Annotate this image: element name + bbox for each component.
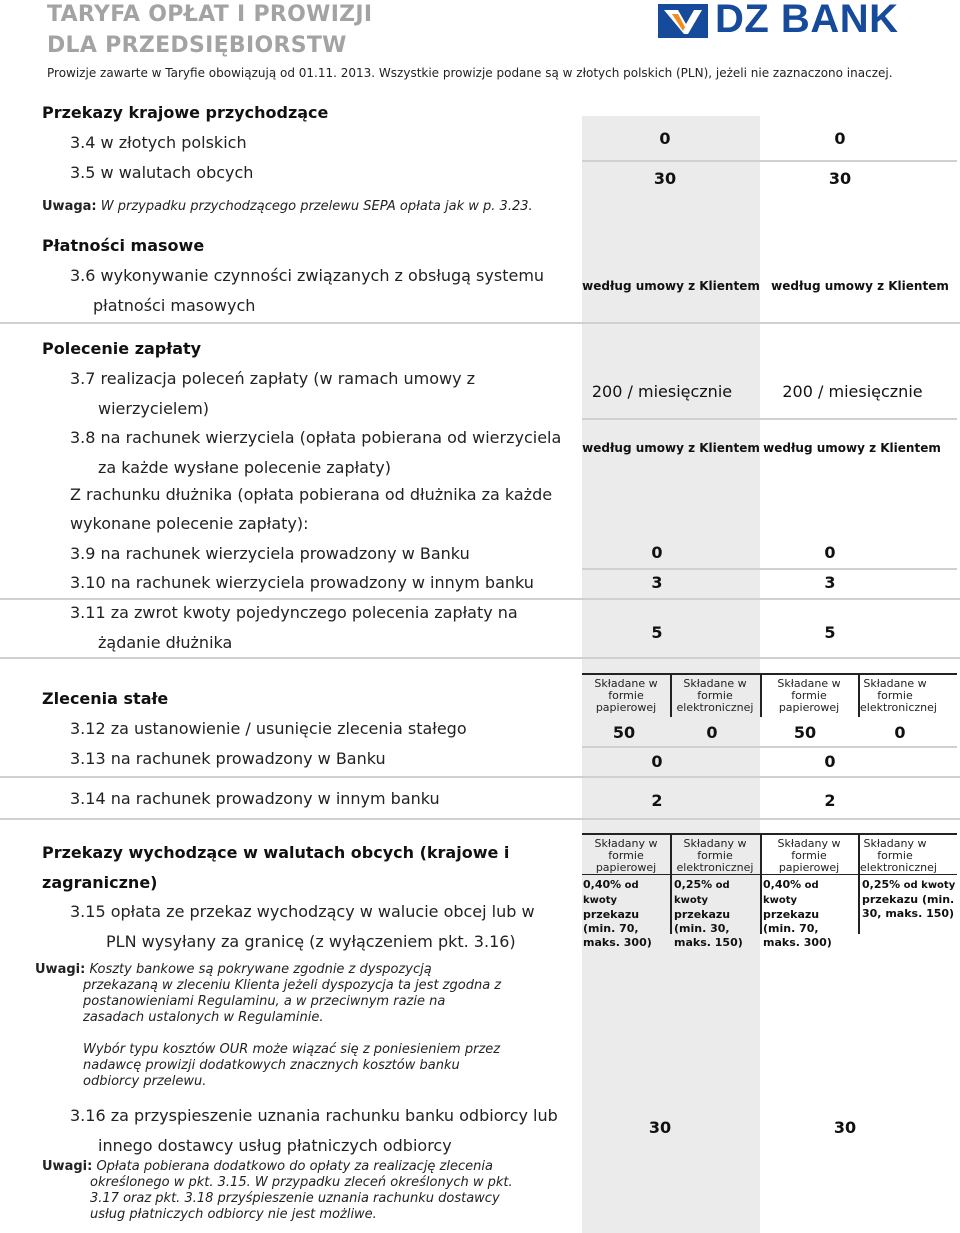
row-3-10-label: 3.10 na rachunek wierzyciela prowadzony w innym banku	[70, 573, 534, 592]
row-3-9-value-b: 0	[824, 543, 836, 562]
header-paper-1: Składane w formie papierowej	[594, 677, 658, 714]
note-our: Wybór typu kosztów OUR może wiązać się z poniesieniem przez nadawcę prowizji dodatkowych znacznych kosztów banku odbiorcy przelewu.	[83, 1042, 501, 1089]
row-3-6-label-line1: 3.6 wykonywanie czynności związanych z obsługą systemu	[70, 266, 545, 285]
section-heading-wychodzace-line1: Przekazy wychodzące w walutach obcych (krajowe i	[42, 843, 510, 862]
note-przyspieszenie: Uwagi: Opłata pobierana dodatkowo do opłaty za realizację zlecenia określonego w pkt. 3.15. W przypadku zleceń określonych w pkt. 3.17 oraz pkt. 3.18 przyśpieszenie uznania rachunku dostawcy usług płatniczych odbiorcy nie jest możliwe.	[42, 1159, 513, 1222]
row-3-11-value-a: 5	[651, 623, 663, 642]
row-3-4-value-a: 0	[659, 129, 671, 148]
note-sepa: Uwaga: W przypadku przychodzącego przelewu SEPA opłata jak w p. 3.23.	[42, 199, 533, 214]
row-3-8-value-a: według umowy z Klientem	[582, 441, 760, 455]
section-heading-przychodzace: Przekazy krajowe przychodzące	[42, 103, 329, 122]
row-3-8-value-b: według umowy z Klientem	[763, 441, 941, 455]
table-header-rule	[582, 874, 957, 875]
fee-cell-electronic-2: 0,25% od kwoty przekazu (min. 30, maks. 150)	[862, 878, 956, 920]
row-3-5-label: 3.5 w walutach obcych	[70, 163, 254, 182]
section-heading-zlecenia: Zlecenia stałe	[42, 689, 169, 708]
row-3-7-value-b: 200 / miesięcznie	[782, 382, 923, 401]
section-heading-polecenie: Polecenie zapłaty	[42, 339, 202, 358]
row-3-12-value-1: 50	[612, 723, 636, 742]
row-3-8-label-line2: za każde wysłane polecenie zapłaty)	[98, 458, 391, 477]
dluznik-text-line2: wykonane polecenie zapłaty):	[70, 514, 309, 533]
header-electronic-2: Składany w formie elektronicznej	[860, 837, 937, 874]
section-heading-wychodzace-line2: zagraniczne)	[42, 873, 158, 892]
row-3-6-value-b: według umowy z Klientem	[771, 279, 949, 293]
row-3-16-label-line1: 3.16 za przyspieszenie uznania rachunku banku odbiorcy lub	[70, 1106, 558, 1125]
divider	[0, 818, 960, 820]
page-title-line1: TARYFA OPŁAT I PROWIZJI	[47, 2, 373, 27]
header-electronic-2: Składane w formie elektronicznej	[860, 677, 937, 714]
row-3-12-value-3: 50	[793, 723, 817, 742]
row-3-4-value-b: 0	[834, 129, 846, 148]
row-3-12-value-2: 0	[706, 723, 718, 742]
logo-text: DZ BANK	[715, 0, 899, 41]
row-3-14-value-a: 2	[651, 791, 663, 810]
row-3-7-value-a: 200 / miesięcznie	[591, 382, 733, 401]
row-3-16-value-a: 30	[648, 1118, 672, 1137]
row-3-13-label: 3.13 na rachunek prowadzony w Banku	[70, 749, 386, 768]
row-3-13-value-a: 0	[651, 752, 663, 771]
row-3-14-value-b: 2	[824, 791, 836, 810]
divider	[0, 657, 960, 659]
row-3-6-label-line2: płatności masowych	[93, 296, 256, 315]
row-3-5-value-b: 30	[828, 169, 852, 188]
header-paper-1: Składany w formie papierowej	[594, 837, 658, 874]
divider	[0, 776, 960, 778]
row-3-9-label: 3.9 na rachunek wierzyciela prowadzony w Banku	[70, 544, 470, 563]
row-3-5-value-a: 30	[653, 169, 677, 188]
header-paper-2: Składane w formie papierowej	[777, 677, 841, 714]
header-electronic-1: Składany w formie elektronicznej	[676, 837, 754, 874]
dz-bank-logo	[658, 4, 708, 42]
row-3-15-label-line2: PLN wysyłany za granicę (z wyłączeniem pkt. 3.16)	[106, 932, 516, 951]
divider	[582, 418, 957, 420]
row-3-15-label-line1: 3.15 opłata ze przekaz wychodzący w walucie obcej lub w	[70, 902, 535, 921]
row-3-10-value-a: 3	[651, 573, 663, 592]
note-koszty: Uwagi: Koszty bankowe są pokrywane zgodnie z dyspozycją przekazaną w zleceniu Klienta jeżeli dyspozycja ta jest zgodna z postanowieniami Regulaminu, a w przeciwnym razie na zasadach ustalonych w Regulaminie.	[35, 962, 502, 1025]
header-paper-2: Składany w formie papierowej	[777, 837, 841, 874]
row-3-7-label-line2: wierzycielem)	[98, 399, 210, 418]
row-3-12-label: 3.12 za ustanowienie / usunięcie zlecenia stałego	[70, 719, 467, 738]
table-header-rule	[582, 673, 957, 675]
row-3-16-label-line2: innego dostawcy usług płatniczych odbiorcy	[98, 1136, 452, 1155]
fee-cell-electronic-1: 0,25% od kwoty przekazu (min. 30, maks. 150)	[674, 878, 743, 949]
divider	[582, 160, 957, 162]
row-3-9-value-a: 0	[651, 543, 663, 562]
dluznik-text-line1: Z rachunku dłużnika (opłata pobierana od dłużnika za każde	[70, 485, 553, 504]
row-3-13-value-b: 0	[824, 752, 836, 771]
row-3-11-label-line1: 3.11 za zwrot kwoty pojedynczego polecenia zapłaty na	[70, 603, 518, 622]
header-electronic-1: Składane w formie elektronicznej	[676, 677, 754, 714]
divider	[0, 322, 960, 324]
divider	[582, 746, 957, 748]
row-3-16-value-b: 30	[833, 1118, 857, 1137]
row-3-4-label: 3.4 w złotych polskich	[70, 133, 247, 152]
row-3-12-value-4: 0	[894, 723, 906, 742]
page-subtitle: Prowizje zawarte w Taryfie obowiązują od 01.11. 2013. Wszystkie prowizje podane są w złotych polskich (PLN), jeżeli nie zaznaczono inaczej.	[47, 66, 893, 80]
page-title-line2: DLA PRZEDSIĘBIORSTW	[47, 33, 347, 58]
divider	[582, 568, 957, 570]
fee-cell-paper-2: 0,40% od kwoty przekazu (min. 70, maks. 300)	[763, 878, 832, 949]
row-3-6-value-a: według umowy z Klientem	[582, 279, 760, 293]
section-heading-masowe: Płatności masowe	[42, 236, 205, 255]
row-3-7-label-line1: 3.7 realizacja poleceń zapłaty (w ramach umowy z	[70, 369, 476, 388]
table-header-rule	[582, 833, 957, 835]
row-3-11-value-b: 5	[824, 623, 836, 642]
volksbank-emblem-icon	[658, 4, 708, 38]
row-3-11-label-line2: żądanie dłużnika	[98, 633, 233, 652]
row-3-8-label-line1: 3.8 na rachunek wierzyciela (opłata pobierana od wierzyciela	[70, 428, 562, 447]
row-3-14-label: 3.14 na rachunek prowadzony w innym banku	[70, 789, 440, 808]
divider	[0, 598, 960, 600]
row-3-10-value-b: 3	[824, 573, 836, 592]
fee-cell-paper-1: 0,40% od kwoty przekazu (min. 70, maks. 300)	[583, 878, 652, 949]
